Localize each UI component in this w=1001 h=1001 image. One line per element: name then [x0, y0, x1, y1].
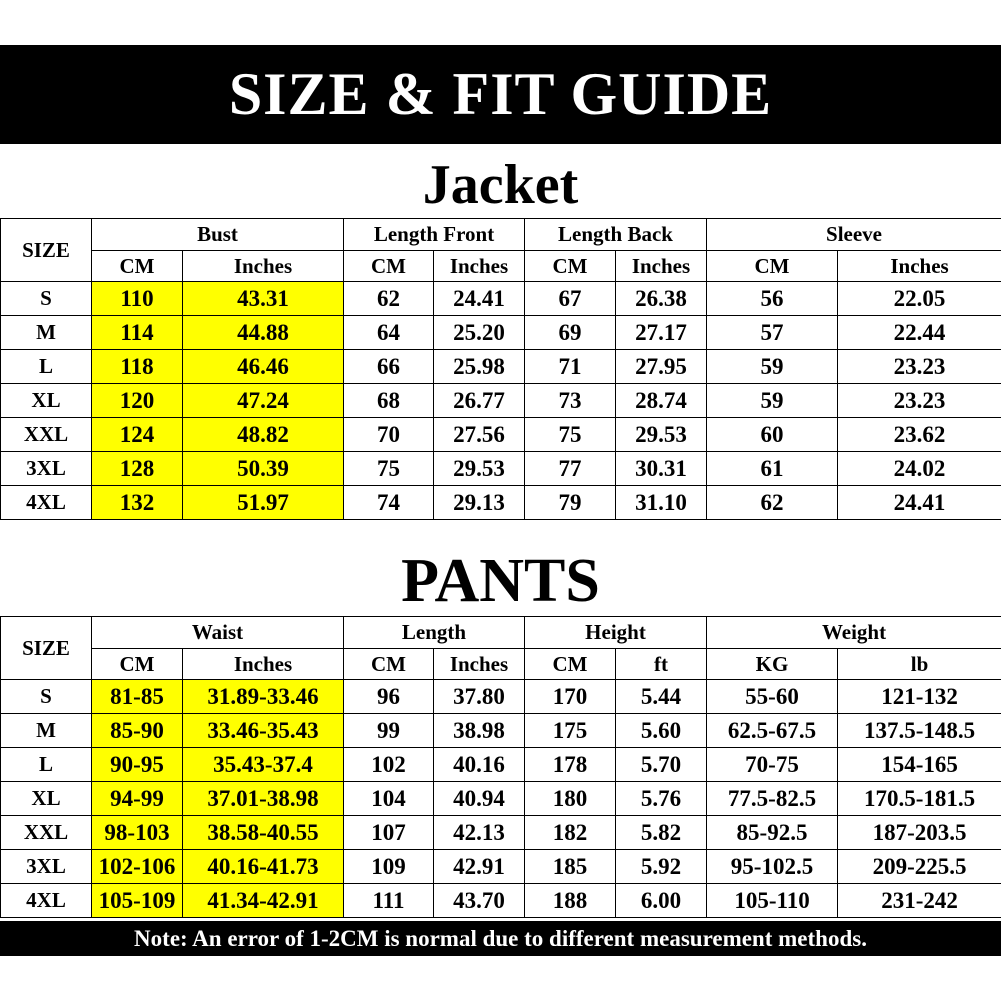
measurement-note: Note: An error of 1-2CM is normal due to different measurement methods.: [0, 921, 1001, 956]
jacket-unit-header: CM: [525, 251, 616, 282]
measurement-cell: 27.56: [434, 418, 525, 452]
measurement-cell: 137.5-148.5: [838, 714, 1001, 748]
measurement-cell: 85-90: [92, 714, 183, 748]
size-cell: M: [1, 316, 92, 350]
jacket-unit-header: Inches: [616, 251, 707, 282]
table-row: [1, 680, 1001, 714]
table-row: [1, 748, 1001, 782]
measurement-cell: 102: [344, 748, 434, 782]
measurement-cell: 5.44: [616, 680, 707, 714]
measurement-cell: 33.46-35.43: [183, 714, 344, 748]
measurement-cell: 31.89-33.46: [183, 680, 344, 714]
measurement-cell: 28.74: [616, 384, 707, 418]
pants-unit-header: KG: [707, 649, 838, 680]
pants-unit-header-row: [1, 649, 1001, 680]
table-row: [1, 282, 1001, 316]
measurement-cell: 5.76: [616, 782, 707, 816]
table-row: [1, 418, 1001, 452]
measurement-cell: 75: [525, 418, 616, 452]
table-row: [1, 782, 1001, 816]
measurement-cell: 26.38: [616, 282, 707, 316]
measurement-cell: 105-110: [707, 884, 838, 918]
measurement-cell: 23.23: [838, 384, 1001, 418]
table-row: [1, 452, 1001, 486]
measurement-cell: 43.31: [183, 282, 344, 316]
measurement-cell: 42.13: [434, 816, 525, 850]
pants-group-header: Length: [344, 617, 525, 649]
jacket-size-table: [0, 218, 1001, 520]
measurement-cell: 67: [525, 282, 616, 316]
measurement-cell: 187-203.5: [838, 816, 1001, 850]
jacket-group-header: Length Back: [525, 219, 707, 251]
pants-unit-header: CM: [525, 649, 616, 680]
measurement-cell: 85-92.5: [707, 816, 838, 850]
pants-group-header: Weight: [707, 617, 1001, 649]
size-cell: XL: [1, 384, 92, 418]
measurement-cell: 62: [344, 282, 434, 316]
size-cell: XXL: [1, 418, 92, 452]
measurement-cell: 51.97: [183, 486, 344, 520]
measurement-cell: 62.5-67.5: [707, 714, 838, 748]
measurement-cell: 38.58-40.55: [183, 816, 344, 850]
measurement-cell: 40.16-41.73: [183, 850, 344, 884]
title-banner: [0, 45, 1001, 144]
jacket-unit-header: Inches: [183, 251, 344, 282]
measurement-cell: 5.60: [616, 714, 707, 748]
measurement-cell: 6.00: [616, 884, 707, 918]
measurement-cell: 175: [525, 714, 616, 748]
measurement-cell: 170.5-181.5: [838, 782, 1001, 816]
size-cell: L: [1, 748, 92, 782]
measurement-cell: 47.24: [183, 384, 344, 418]
measurement-cell: 69: [525, 316, 616, 350]
measurement-cell: 154-165: [838, 748, 1001, 782]
measurement-cell: 188: [525, 884, 616, 918]
jacket-group-header-row: [1, 219, 1001, 251]
measurement-cell: 109: [344, 850, 434, 884]
measurement-cell: 27.17: [616, 316, 707, 350]
measurement-cell: 70: [344, 418, 434, 452]
measurement-cell: 182: [525, 816, 616, 850]
measurement-cell: 59: [707, 384, 838, 418]
jacket-table-body: [1, 282, 1001, 520]
measurement-cell: 57: [707, 316, 838, 350]
table-row: [1, 850, 1001, 884]
pants-table-body: [1, 680, 1001, 918]
pants-heading: PANTS: [401, 547, 600, 615]
measurement-cell: 50.39: [183, 452, 344, 486]
measurement-cell: 71: [525, 350, 616, 384]
measurement-cell: 23.62: [838, 418, 1001, 452]
measurement-cell: 48.82: [183, 418, 344, 452]
jacket-group-header: Bust: [92, 219, 344, 251]
table-row: [1, 384, 1001, 418]
measurement-cell: 40.16: [434, 748, 525, 782]
measurement-cell: 23.23: [838, 350, 1001, 384]
table-row: [1, 714, 1001, 748]
measurement-cell: 22.05: [838, 282, 1001, 316]
size-cell: 3XL: [1, 452, 92, 486]
measurement-cell: 25.98: [434, 350, 525, 384]
measurement-cell: 41.34-42.91: [183, 884, 344, 918]
measurement-cell: 95-102.5: [707, 850, 838, 884]
measurement-cell: 90-95: [92, 748, 183, 782]
size-guide-sheet: [0, 45, 1001, 956]
size-cell: S: [1, 680, 92, 714]
measurement-cell: 35.43-37.4: [183, 748, 344, 782]
measurement-cell: 96: [344, 680, 434, 714]
size-cell: M: [1, 714, 92, 748]
measurement-cell: 25.20: [434, 316, 525, 350]
measurement-cell: 64: [344, 316, 434, 350]
size-cell: S: [1, 282, 92, 316]
measurement-cell: 209-225.5: [838, 850, 1001, 884]
measurement-cell: 37.80: [434, 680, 525, 714]
measurement-cell: 114: [92, 316, 183, 350]
measurement-cell: 24.41: [434, 282, 525, 316]
measurement-cell: 26.77: [434, 384, 525, 418]
jacket-unit-header: Inches: [434, 251, 525, 282]
measurement-cell: 66: [344, 350, 434, 384]
pants-group-header: Height: [525, 617, 707, 649]
measurement-cell: 5.70: [616, 748, 707, 782]
measurement-cell: 27.95: [616, 350, 707, 384]
size-cell: L: [1, 350, 92, 384]
measurement-cell: 24.02: [838, 452, 1001, 486]
measurement-cell: 79: [525, 486, 616, 520]
size-cell: XL: [1, 782, 92, 816]
measurement-cell: 104: [344, 782, 434, 816]
measurement-cell: 77.5-82.5: [707, 782, 838, 816]
measurement-cell: 70-75: [707, 748, 838, 782]
measurement-cell: 102-106: [92, 850, 183, 884]
measurement-cell: 120: [92, 384, 183, 418]
pants-size-header: SIZE: [1, 617, 92, 680]
jacket-group-header: Sleeve: [707, 219, 1001, 251]
measurement-cell: 75: [344, 452, 434, 486]
jacket-unit-header-row: [1, 251, 1001, 282]
measurement-cell: 62: [707, 486, 838, 520]
pants-unit-header: Inches: [434, 649, 525, 680]
jacket-unit-header: CM: [92, 251, 183, 282]
measurement-cell: 24.41: [838, 486, 1001, 520]
size-cell: 4XL: [1, 884, 92, 918]
measurement-cell: 231-242: [838, 884, 1001, 918]
measurement-cell: 5.82: [616, 816, 707, 850]
table-row: [1, 316, 1001, 350]
table-row: [1, 884, 1001, 918]
measurement-cell: 98-103: [92, 816, 183, 850]
measurement-cell: 60: [707, 418, 838, 452]
measurement-cell: 170: [525, 680, 616, 714]
measurement-cell: 29.53: [434, 452, 525, 486]
measurement-cell: 38.98: [434, 714, 525, 748]
measurement-cell: 40.94: [434, 782, 525, 816]
pants-size-table: [0, 616, 1001, 918]
measurement-cell: 30.31: [616, 452, 707, 486]
size-cell: 3XL: [1, 850, 92, 884]
pants-group-header-row: [1, 617, 1001, 649]
measurement-cell: 44.88: [183, 316, 344, 350]
measurement-cell: 37.01-38.98: [183, 782, 344, 816]
measurement-cell: 55-60: [707, 680, 838, 714]
measurement-cell: 185: [525, 850, 616, 884]
measurement-cell: 94-99: [92, 782, 183, 816]
jacket-heading: Jacket: [422, 154, 579, 216]
jacket-unit-header: CM: [344, 251, 434, 282]
measurement-cell: 105-109: [92, 884, 183, 918]
measurement-cell: 107: [344, 816, 434, 850]
size-cell: XXL: [1, 816, 92, 850]
measurement-cell: 81-85: [92, 680, 183, 714]
measurement-cell: 124: [92, 418, 183, 452]
table-row: [1, 350, 1001, 384]
measurement-cell: 42.91: [434, 850, 525, 884]
size-cell: 4XL: [1, 486, 92, 520]
pants-unit-header: CM: [344, 649, 434, 680]
jacket-group-header: Length Front: [344, 219, 525, 251]
measurement-cell: 46.46: [183, 350, 344, 384]
measurement-cell: 180: [525, 782, 616, 816]
measurement-cell: 43.70: [434, 884, 525, 918]
pants-unit-header: CM: [92, 649, 183, 680]
jacket-size-header: SIZE: [1, 219, 92, 282]
table-row: [1, 486, 1001, 520]
measurement-cell: 5.92: [616, 850, 707, 884]
measurement-cell: 121-132: [838, 680, 1001, 714]
measurement-cell: 128: [92, 452, 183, 486]
measurement-cell: 110: [92, 282, 183, 316]
measurement-cell: 178: [525, 748, 616, 782]
measurement-cell: 99: [344, 714, 434, 748]
table-row: [1, 816, 1001, 850]
measurement-cell: 29.13: [434, 486, 525, 520]
measurement-cell: 59: [707, 350, 838, 384]
measurement-cell: 29.53: [616, 418, 707, 452]
measurement-cell: 132: [92, 486, 183, 520]
jacket-unit-header: Inches: [838, 251, 1001, 282]
measurement-cell: 31.10: [616, 486, 707, 520]
page-title: SIZE & FIT GUIDE: [228, 61, 773, 127]
measurement-cell: 68: [344, 384, 434, 418]
measurement-cell: 77: [525, 452, 616, 486]
pants-unit-header: lb: [838, 649, 1001, 680]
measurement-cell: 56: [707, 282, 838, 316]
measurement-cell: 74: [344, 486, 434, 520]
jacket-unit-header: CM: [707, 251, 838, 282]
pants-unit-header: ft: [616, 649, 707, 680]
measurement-cell: 111: [344, 884, 434, 918]
pants-unit-header: Inches: [183, 649, 344, 680]
pants-group-header: Waist: [92, 617, 344, 649]
measurement-cell: 61: [707, 452, 838, 486]
measurement-cell: 22.44: [838, 316, 1001, 350]
measurement-cell: 73: [525, 384, 616, 418]
measurement-cell: 118: [92, 350, 183, 384]
